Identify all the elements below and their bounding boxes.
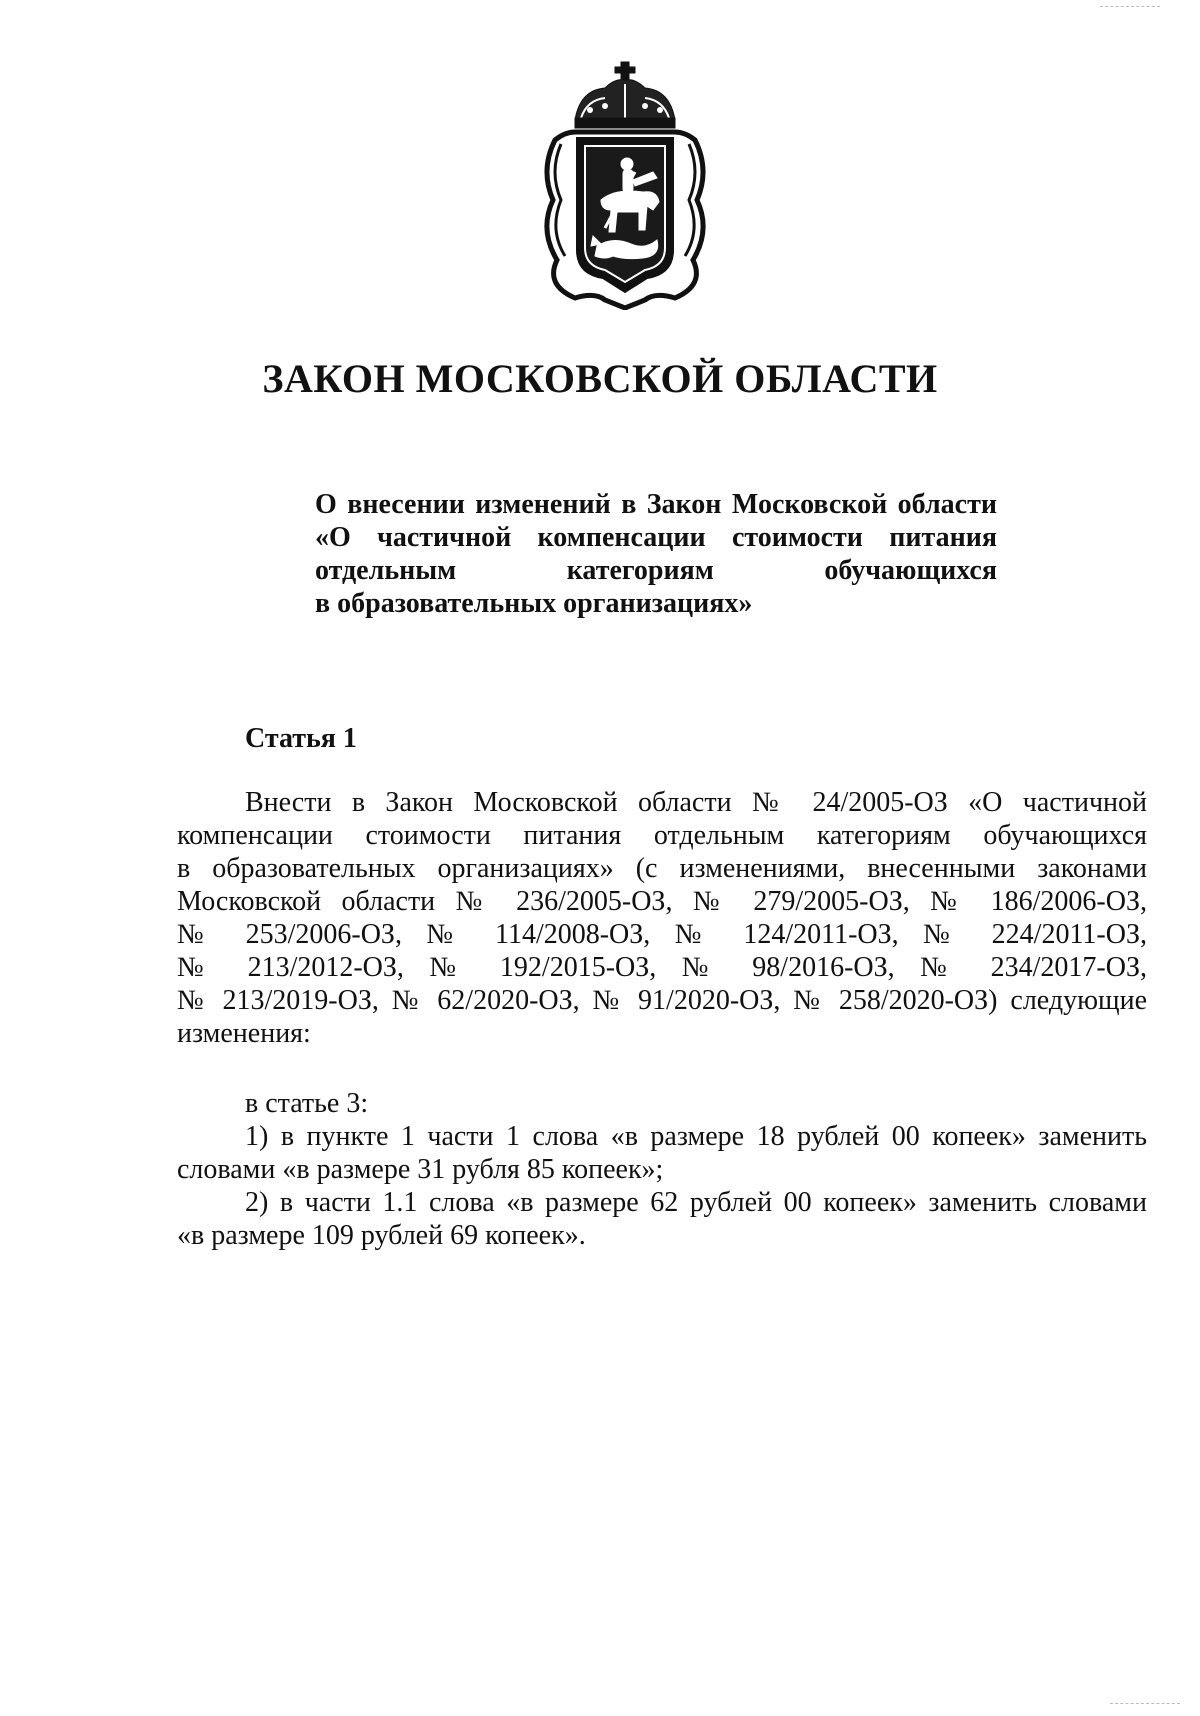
law-subject — [315, 488, 997, 620]
article-line: № 213/2019-ОЗ, № 62/2020-ОЗ, № 91/2020-ОЗ, № 258/2020-ОЗ) следующие — [177, 985, 1147, 1016]
subject-line: «О частичной компенсации стоимости питания — [315, 522, 997, 553]
article-heading: Статья 1 — [245, 723, 357, 754]
article-body — [177, 786, 1147, 1050]
coat-of-arms-icon — [535, 60, 715, 310]
article-line: компенсации стоимости питания отдельным категориям обучающихся — [177, 820, 1147, 851]
article-line: изменения: — [177, 1018, 311, 1049]
subject-line: О внесении изменений в Закон Московской области — [315, 489, 997, 520]
subject-line: отдельным категориям обучающихся — [315, 555, 997, 586]
article-line: в образовательных организациях» (с изменениями, внесенными законами — [177, 853, 1147, 884]
amendment-item-1-cont: словами «в размере 31 рубля 85 копеек»; — [177, 1154, 664, 1185]
article-line: № 253/2006-ОЗ, № 114/2008-ОЗ, № 124/2011-ОЗ, № 224/2011-ОЗ, — [177, 919, 1147, 950]
amendment-item-1: 1) в пункте 1 части 1 слова «в размере 18 рублей 00 копеек» заменить — [245, 1121, 1147, 1152]
subject-line: в образовательных организациях» — [315, 588, 753, 619]
amendments-list — [177, 1087, 1147, 1252]
article-line: Московской области № 236/2005-ОЗ, № 279/2005-ОЗ, № 186/2006-ОЗ, — [177, 886, 1147, 917]
amendment-item-2: 2) в части 1.1 слова «в размере 62 рублей 00 копеек» заменить словами — [245, 1187, 1147, 1218]
article-line: Внести в Закон Московской области № 24/2005-ОЗ «О частичной — [245, 787, 1147, 818]
law-title: ЗАКОН МОСКОВСКОЙ ОБЛАСТИ — [262, 356, 938, 401]
amendments-intro: в статье 3: — [245, 1088, 369, 1119]
scan-artifact-top — [1100, 6, 1160, 9]
article-line: № 213/2012-ОЗ, № 192/2015-ОЗ, № 98/2016-ОЗ, № 234/2017-ОЗ, — [177, 952, 1147, 983]
amendment-item-2-cont: «в размере 109 рублей 69 копеек». — [177, 1220, 586, 1251]
scan-artifact-bottom — [1110, 1703, 1180, 1706]
